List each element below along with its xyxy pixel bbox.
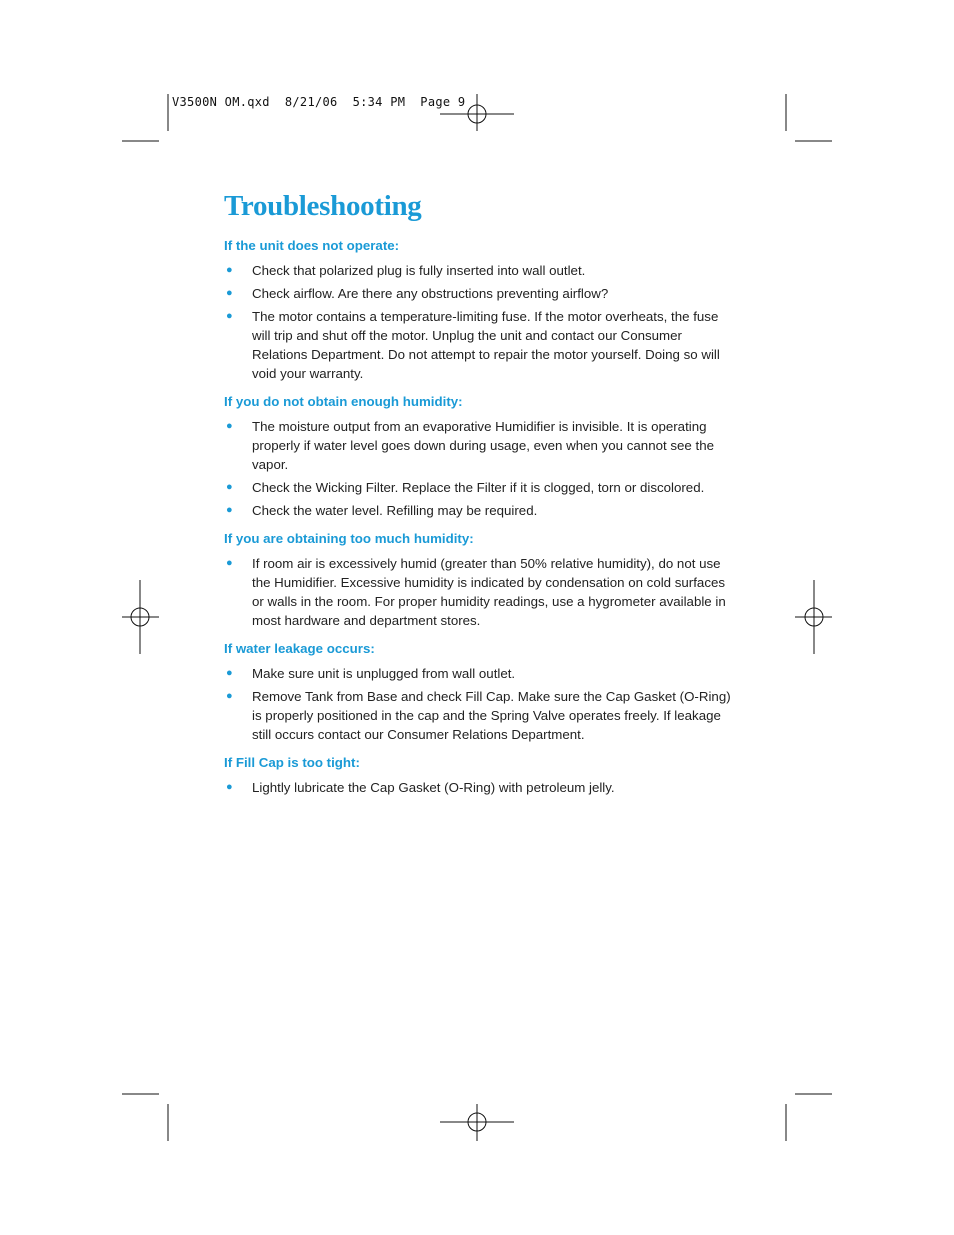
bullet-item <box>224 778 734 797</box>
bullet-list <box>224 664 734 744</box>
bullet-text: If room air is excessively humid (greater than 50% relative humidity), do not use the Humidifier. Excessive humidity is indicated by condensation on cold surfaces or walls in the room. For proper humidity readings, use a hygrometer available in most hardware and department stores. <box>252 556 726 628</box>
print-slug: V3500N OM.qxd 8/21/06 5:34 PM Page 9 <box>172 95 466 109</box>
section-heading: If water leakage occurs: <box>224 641 375 656</box>
bullet-dot-icon: ● <box>226 264 233 276</box>
bullet-dot-icon: ● <box>226 420 233 432</box>
troubleshooting-sections <box>224 237 734 797</box>
bullet-item <box>224 417 734 474</box>
bullet-text: Check airflow. Are there any obstructions preventing airflow? <box>252 286 609 301</box>
bullet-text: Check the water level. Refilling may be required. <box>252 503 538 518</box>
bullet-text: Check that polarized plug is fully inserted into wall outlet. <box>252 263 586 278</box>
section-heading: If you are obtaining too much humidity: <box>224 531 474 546</box>
troubleshooting-section <box>224 754 734 797</box>
section-heading: If you do not obtain enough humidity: <box>224 394 463 409</box>
bullet-list <box>224 417 734 520</box>
bullet-text: The motor contains a temperature-limiting fuse. If the motor overheats, the fuse will trip and shut off the motor. Unplug the unit and contact our Consumer Relations Department. Do not attempt to repair the motor yourself. Doing so will void your warranty. <box>252 309 720 381</box>
bullet-list <box>224 778 734 797</box>
section-heading: If the unit does not operate: <box>224 238 400 253</box>
bullet-list <box>224 261 734 383</box>
bullet-text: The moisture output from an evaporative Humidifier is invisible. It is operating properly if water level goes down during usage, even when you cannot see the vapor. <box>252 419 714 472</box>
bullet-dot-icon: ● <box>226 781 233 793</box>
bullet-dot-icon: ● <box>226 557 233 569</box>
troubleshooting-section <box>224 393 734 520</box>
bullet-dot-icon: ● <box>226 481 233 493</box>
bullet-dot-icon: ● <box>226 287 233 299</box>
bullet-dot-icon: ● <box>226 504 233 516</box>
troubleshooting-section <box>224 530 734 630</box>
bullet-item <box>224 687 734 744</box>
bullet-item <box>224 307 734 383</box>
section-heading: If Fill Cap is too tight: <box>224 755 360 770</box>
troubleshooting-section <box>224 640 734 744</box>
bullet-item <box>224 501 734 520</box>
bullet-list <box>224 554 734 630</box>
bullet-dot-icon: ● <box>226 310 233 322</box>
main-content <box>224 188 734 807</box>
bullet-item <box>224 261 734 280</box>
bullet-text: Check the Wicking Filter. Replace the Filter if it is clogged, torn or discolored. <box>252 480 705 495</box>
page-title: Troubleshooting <box>224 190 422 222</box>
bullet-item <box>224 478 734 497</box>
bullet-text: Remove Tank from Base and check Fill Cap. Make sure the Cap Gasket (O-Ring) is properly positioned in the cap and the Spring Valve operates freely. If leakage still occurs contact our Consumer Relations Department. <box>252 689 731 742</box>
bullet-text: Make sure unit is unplugged from wall outlet. <box>252 666 516 681</box>
bullet-item <box>224 554 734 630</box>
bullet-text: Lightly lubricate the Cap Gasket (O-Ring) with petroleum jelly. <box>252 780 615 795</box>
troubleshooting-section <box>224 237 734 383</box>
bullet-dot-icon: ● <box>226 667 233 679</box>
bullet-item <box>224 664 734 683</box>
bullet-item <box>224 284 734 303</box>
bullet-dot-icon: ● <box>226 690 233 702</box>
